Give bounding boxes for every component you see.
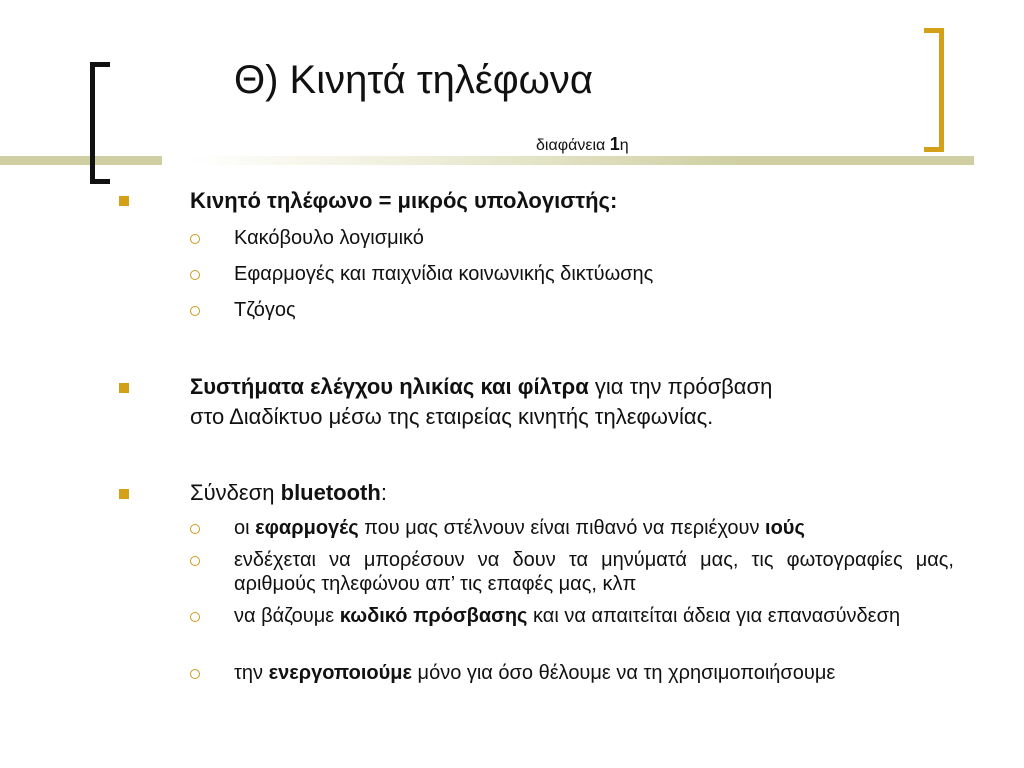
left-bracket (90, 62, 110, 184)
subtitle-suffix: η (619, 137, 629, 154)
section1-heading (190, 186, 617, 216)
subtitle-number: 1 (609, 134, 620, 154)
section3-item-3 (234, 604, 954, 628)
circle-bullet-icon (190, 556, 200, 566)
section3-item-1 (234, 516, 805, 540)
header-bar-left (0, 156, 162, 165)
square-bullet-icon (119, 196, 129, 206)
circle-bullet-icon (190, 234, 200, 244)
circle-bullet-icon (190, 270, 200, 280)
section2-bold: Συστήματα ελέγχου ηλικίας και φίλτρα (190, 374, 589, 399)
slide-subtitle (536, 134, 629, 155)
circle-bullet-icon (190, 669, 200, 679)
s3i3-b: κωδικό πρόσβασης (339, 605, 528, 627)
s3i3-a: να βάζουμε (234, 605, 340, 627)
square-bullet-icon (119, 383, 129, 393)
right-bracket (924, 28, 944, 152)
s3i4-b: ενεργοποιούμε (268, 662, 412, 684)
s3i1-a: οι (234, 517, 256, 539)
s3i1-c: που μας στέλνουν είναι πιθανό να περιέχουν (358, 517, 766, 539)
section1-heading-text: Κινητό τηλέφωνο = μικρός υπολογιστής: (190, 188, 618, 213)
section2-rest: για την πρόσβαση (588, 374, 773, 399)
circle-bullet-icon (190, 612, 200, 622)
section3-item-4 (234, 661, 954, 685)
section2-line2: στο Διαδίκτυο μέσω της εταιρείας κινητής τηλεφωνίας. (190, 404, 714, 429)
section3-item-2: ενδέχεται να μπορέσουν να δουν τα μηνύματά μας, τις φωτογραφίες μας, αριθμούς τηλεφώνου απ’ τις επαφές μας, κλπ (234, 549, 954, 595)
s3i1-d: ιούς (765, 517, 805, 539)
section3-heading (190, 478, 387, 508)
section2-line1 (190, 372, 772, 402)
slide-title: Θ) Κινητά τηλέφωνα (234, 58, 594, 102)
circle-bullet-icon (190, 524, 200, 534)
section1-item-2: Εφαρμογές και παιχνίδια κοινωνικής δικτύωσης (234, 263, 654, 285)
header-bar-right (188, 156, 974, 165)
s3i3-c: και να απαιτείται άδεια για επανασύνδεση (527, 605, 901, 627)
s3i4-a: την (234, 662, 269, 684)
square-bullet-icon (119, 489, 129, 499)
section3-bold: bluetooth (280, 480, 381, 505)
circle-bullet-icon (190, 306, 200, 316)
s3i1-b: εφαρμογές (255, 517, 359, 539)
s3i4-c: μόνο για όσο θέλουμε να τη χρησιμοποιήσουμε (411, 662, 836, 684)
section3-pre: Σύνδεση (190, 480, 281, 505)
section1-item-3: Τζόγος (234, 299, 296, 321)
section1-item-1: Κακόβουλο λογισμικό (234, 227, 424, 249)
section3-post: : (380, 480, 387, 505)
subtitle-prefix: διαφάνεια (536, 137, 610, 154)
